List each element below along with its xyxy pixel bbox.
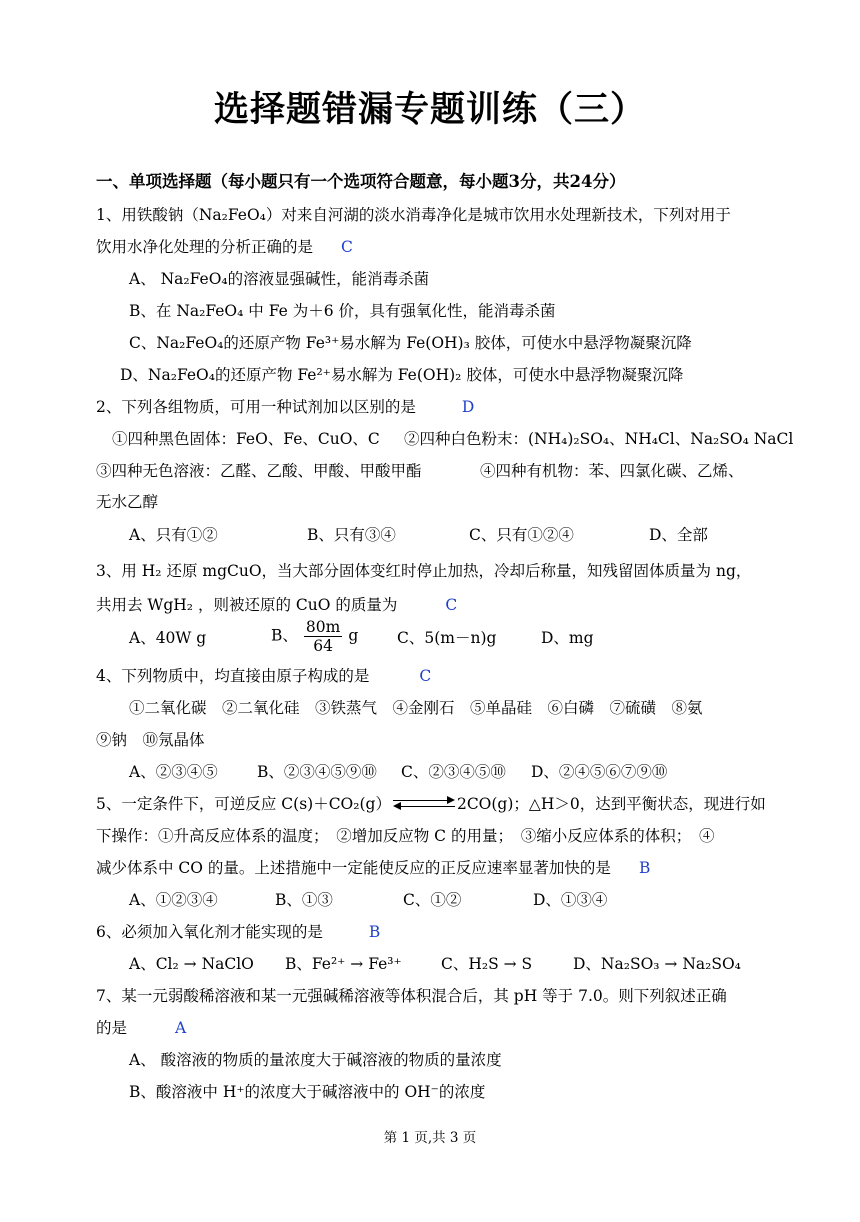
q7-option-b: B、酸溶液中 H⁺的浓度大于碱溶液中的 OH⁻的浓度 — [129, 1083, 486, 1101]
q2-option-b: B、只有③④ — [307, 526, 396, 544]
q2-group-1: ①四种黑色固体：FeO、Fe、CuO、C — [112, 430, 380, 448]
q6-options — [129, 952, 741, 974]
equilibrium-arrow-icon — [393, 798, 455, 812]
q5-option-c: C、①② — [403, 891, 462, 909]
q3-option-c: C、5(m－n)g — [397, 628, 497, 647]
q2-group-4: ④四种有机物：苯、四氯化碳、乙烯、 — [480, 462, 744, 480]
q4-options — [129, 760, 667, 782]
q6-option-d: D、Na₂SO₃ → Na₂SO₄ — [573, 955, 741, 973]
q1-answer: C — [341, 238, 353, 256]
q4-items-cont: ⑨钠 ⑩氖晶体 — [96, 731, 205, 749]
q6-option-a: A、Cl₂ → NaClO — [129, 955, 254, 973]
q5-stem-cont-2: 减少体系中 CO 的量。上述措施中一定能使反应的正反应速率显著加快的是 B — [96, 859, 651, 877]
q5-stem: 5、一定条件下，可逆反应 C(s)＋CO₂(g） 2CO(g)；△H＞0，达到平衡状态，现进行如 — [96, 795, 766, 813]
q1-stem-cont: 饮用水净化处理的分析正确的是 C — [96, 238, 353, 256]
q5-option-b: B、①③ — [275, 891, 333, 909]
q2-option-c: C、只有①②④ — [469, 526, 574, 544]
q5-option-a: A、①②③④ — [129, 891, 218, 909]
q6-option-b: B、Fe²⁺ → Fe³⁺ — [285, 955, 402, 973]
q3-fraction — [304, 618, 342, 655]
q3-stem-cont: 共用去 WgH₂ ，则被还原的 CuO 的质量为 C — [96, 596, 458, 614]
q6-option-c: C、H₂S → S — [441, 955, 533, 973]
q5-option-d: D、①③④ — [533, 891, 608, 909]
q7-answer: A — [175, 1019, 187, 1037]
q4-option-b: B、②③④⑤⑨⑩ — [257, 763, 377, 781]
page-title: 选择题错漏专题训练（三） — [213, 89, 646, 130]
page-footer: 第 1 页,共 3 页 — [383, 1130, 477, 1146]
q4-option-c: C、②③④⑤⑩ — [401, 763, 506, 781]
q1-option-d: D、Na₂FeO₄的还原产物 Fe²⁺易水解为 Fe(OH)₂ 胶体，可使水中悬浮物凝聚沉降 — [120, 366, 684, 384]
q4-option-d: D、②④⑤⑥⑦⑨⑩ — [531, 763, 668, 781]
q5-options — [129, 888, 607, 910]
q2-stem: 2、下列各组物质，可用一种试剂加以区别的是 D — [96, 398, 475, 416]
q3-fraction-numerator: 80m — [305, 618, 341, 636]
section-heading: 一、单项选择题（每小题只有一个选项符合题意，每小题3分，共24分） — [96, 172, 626, 191]
q3-answer: C — [445, 596, 458, 614]
q4-items: ①二氧化碳 ②二氧化硅 ③铁蒸气 ④金刚石 ⑤单晶硅 ⑥白磷 ⑦硫磺 ⑧氨 — [129, 699, 703, 717]
q4-answer: C — [419, 667, 432, 685]
q6-stem: 6、必须加入氧化剂才能实现的是 B — [96, 923, 381, 941]
q3-options — [129, 618, 594, 655]
q5-stem-cont: 下操作：①升高反应体系的温度； ②增加反应物 C 的用量； ③缩小反应体系的体积； ④ — [96, 827, 715, 845]
q7-stem: 7、某一元弱酸稀溶液和某一元强碱稀溶液等体积混合后，其 pH 等于 7.0。则下列叙述正确 — [96, 987, 727, 1005]
q1-option-a: A、 Na₂FeO₄的溶液显强碱性，能消毒杀菌 — [129, 270, 430, 288]
q2-option-a: A、只有①② — [129, 526, 218, 544]
q2-answer: D — [461, 398, 475, 416]
q5-answer: B — [638, 859, 651, 877]
q2-options — [129, 523, 708, 545]
q3-option-d: D、mg — [541, 628, 594, 647]
q1-option-c: C、Na₂FeO₄的还原产物 Fe³⁺易水解为 Fe(OH)₃ 胶体，可使水中悬浮物凝聚沉降 — [129, 334, 692, 352]
q1-stem: 1、用铁酸钠（Na₂FeO₄）对来自河湖的淡水消毒净化是城市饮用水处理新技术，下列对用于 — [96, 206, 731, 224]
q3-option-b: B、 $\frac{80m}{64}$ g — [271, 618, 359, 655]
q2-group-4-cont: 无水乙醇 — [96, 493, 159, 511]
q3-stem: 3、用 H₂ 还原 mgCuO，当大部分固体变红时停止加热，冷却后称量，知残留固体质量为 ng， — [96, 562, 752, 580]
q2-group-3: ③四种无色溶液：乙醛、乙酸、甲酸、甲酸甲酯 — [96, 462, 422, 480]
q4-stem: 4、下列物质中，均直接由原子构成的是 C — [96, 667, 432, 685]
q6-answer: B — [368, 923, 381, 941]
q1-option-b: B、在 Na₂FeO₄ 中 Fe 为＋6 价，具有强氧化性，能消毒杀菌 — [129, 302, 556, 320]
q7-stem-cont: 的是 A — [96, 1019, 187, 1037]
q3-fraction-denominator: 64 — [313, 637, 333, 655]
q3-option-a: A、40W g — [129, 628, 207, 647]
q2-group-2: ②四种白色粉末：(NH₄)₂SO₄、NH₄Cl、Na₂SO₄ NaCl — [404, 430, 794, 448]
q2-option-d: D、全部 — [649, 526, 708, 544]
q4-option-a: A、②③④⑤ — [129, 763, 218, 781]
q7-option-a: A、 酸溶液的物质的量浓度大于碱溶液的物质的量浓度 — [129, 1051, 502, 1069]
